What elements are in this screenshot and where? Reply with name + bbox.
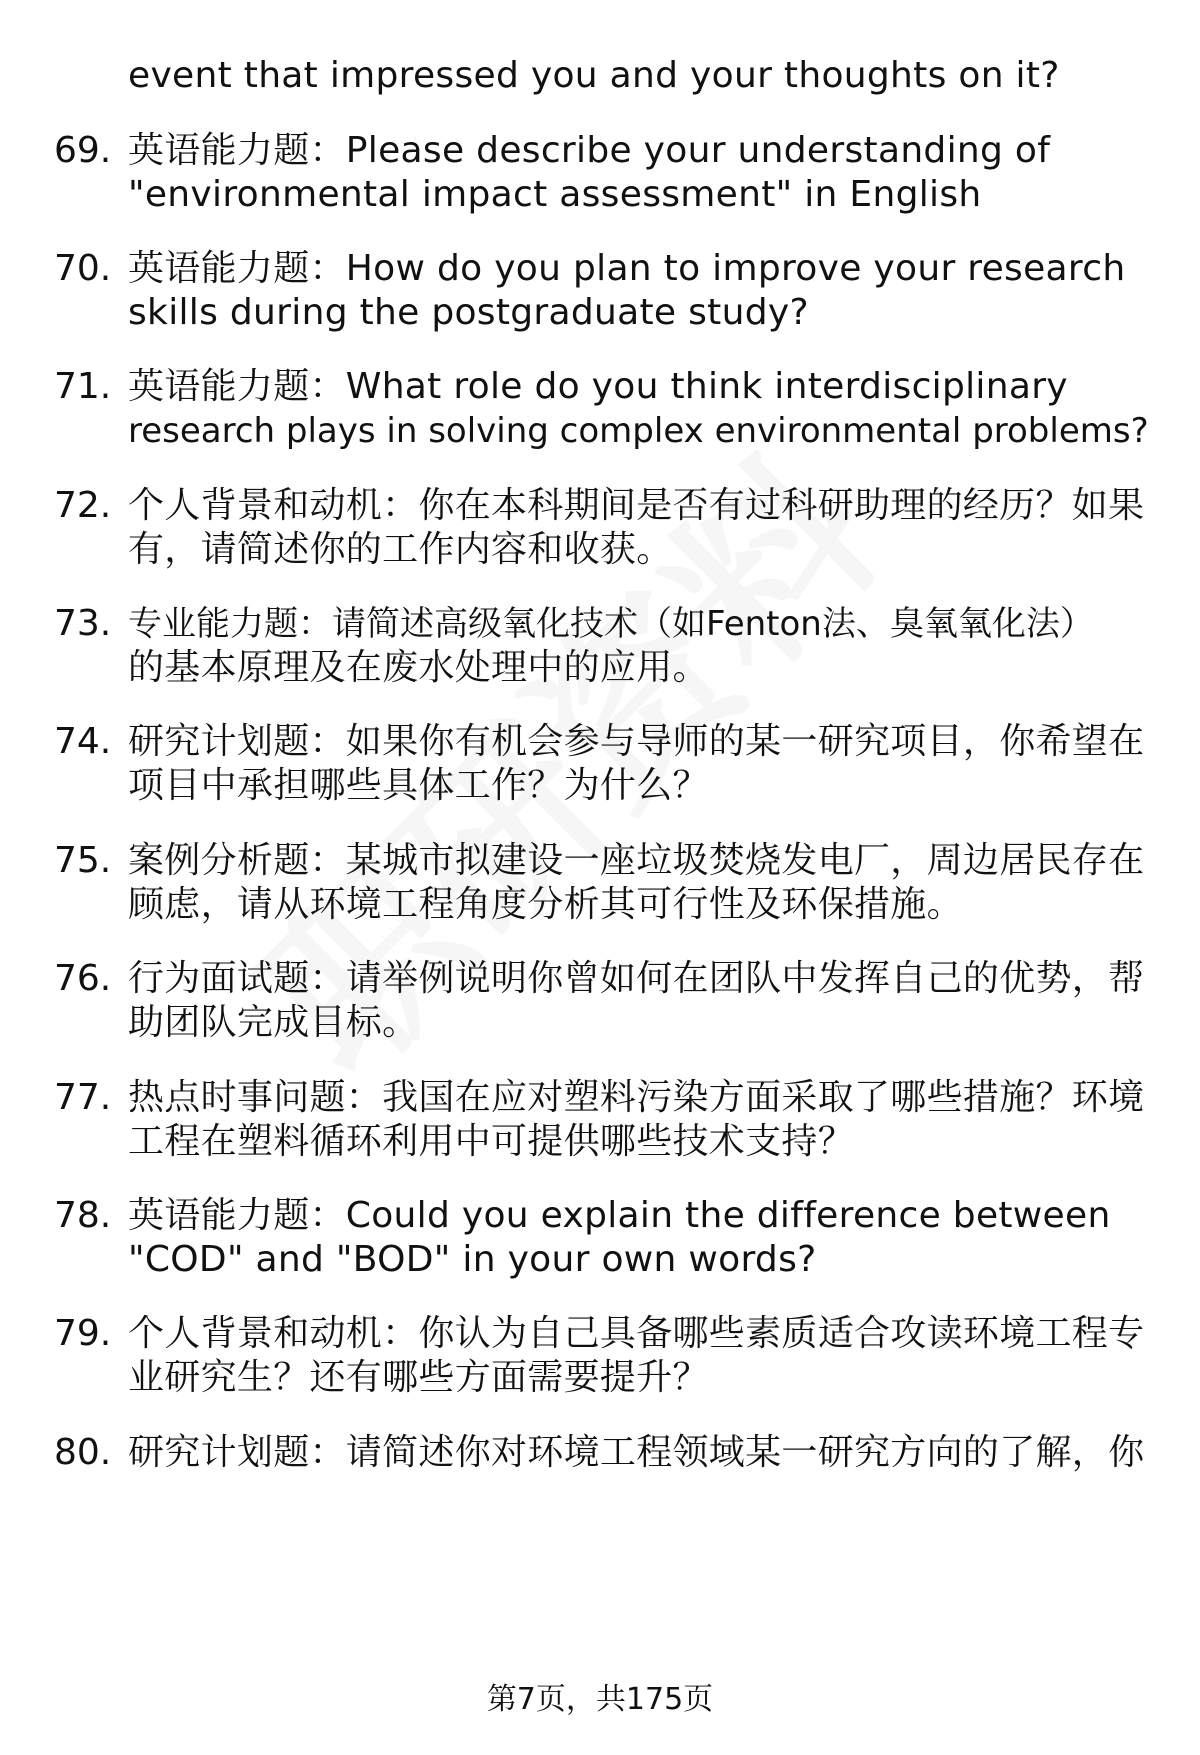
page-footer: 第7页，共175页 [486, 1682, 714, 1717]
question-text-line: "COD" and "BOD" in your own words? [128, 1239, 817, 1280]
question-text-line: 英语能力题：Could you explain the difference between [128, 1195, 1111, 1236]
question-text-line: 业研究生？还有哪些方面需要提升？ [128, 1357, 709, 1398]
question-number: 77. [54, 1077, 112, 1118]
question-text-line: 助团队完成目标。 [128, 1002, 419, 1043]
question-text-line: 项目中承担哪些具体工作？为什么？ [128, 765, 709, 806]
question-text-line: 个人背景和动机：你在本科期间是否有过科研助理的经历？如果 [128, 485, 1145, 526]
question-text-line: "environmental impact assessment" in English [128, 174, 982, 215]
question-number: 79. [54, 1313, 112, 1354]
question-number: 71. [54, 366, 112, 407]
question-text-line: 个人背景和动机：你认为自己具备哪些素质适合攻读环境工程专 [128, 1313, 1145, 1354]
question-text-line: 研究计划题：如果你有机会参与导师的某一研究项目，你希望在 [128, 721, 1145, 762]
question-text-line: 案例分析题：某城市拟建设一座垃圾焚烧发电厂，周边居民存在 [128, 840, 1145, 881]
question-text-line: skills during the postgraduate study? [128, 292, 809, 333]
question-number: 74. [54, 721, 112, 762]
question-text-line: 英语能力题：How do you plan to improve your research [128, 248, 1126, 289]
question-number: 78. [54, 1195, 112, 1236]
question-text-line: 热点时事问题：我国在应对塑料污染方面采取了哪些措施？环境 [128, 1077, 1145, 1118]
question-number: 72. [54, 485, 112, 526]
question-text-line: 工程在塑料循环利用中可提供哪些技术支持？ [128, 1121, 855, 1162]
continued-line: event that impressed you and your thoughts on it? [128, 55, 1060, 96]
question-text-line: 专业能力题：请简述高级氧化技术（如Fenton法、臭氧氧化法） [128, 604, 1094, 644]
question-number: 80. [54, 1432, 112, 1473]
question-number: 73. [54, 603, 112, 644]
question-text-line: research plays in solving complex environmental problems? [128, 411, 1149, 451]
question-number: 70. [54, 248, 112, 289]
question-text-line: 顾虑，请从环境工程角度分析其可行性及环保措施。 [128, 884, 963, 925]
question-text-line: 研究计划题：请简述你对环境工程领域某一研究方向的了解，你 [128, 1432, 1145, 1473]
question-text-line: 行为面试题：请举例说明你曾如何在团队中发挥自己的优势，帮 [128, 958, 1145, 999]
question-text-line: 有，请简述你的工作内容和收获。 [128, 529, 673, 570]
question-number: 76. [54, 958, 112, 999]
question-text-line: 英语能力题：What role do you think interdisciplinary [128, 366, 1068, 407]
question-text-line: 的基本原理及在废水处理中的应用。 [128, 647, 709, 688]
question-text-line: 英语能力题：Please describe your understanding of [128, 130, 1051, 171]
question-number: 75. [54, 840, 112, 881]
question-number: 69. [54, 130, 112, 171]
